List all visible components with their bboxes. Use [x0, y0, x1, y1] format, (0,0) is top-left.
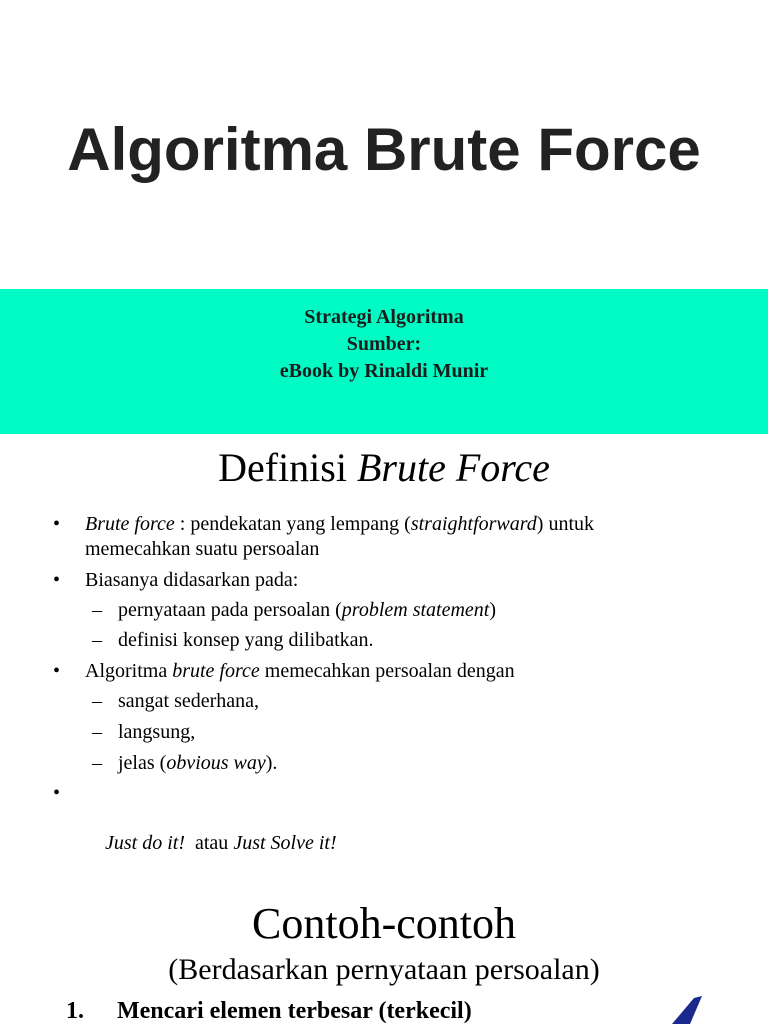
- bullet-icon: •: [53, 782, 61, 804]
- banner-course: Strategi Algoritma: [304, 306, 464, 328]
- definition-title-italic: Brute Force: [356, 445, 550, 490]
- item-text: Mencari elemen terbesar (terkecil): [117, 998, 472, 1024]
- dash-icon: –: [92, 690, 102, 712]
- banner-source: eBook by Rinaldi Munir: [279, 360, 489, 382]
- page-title: Algoritma Brute Force: [67, 116, 701, 183]
- sub-list-item: – sangat sederhana,: [92, 690, 260, 712]
- list-item: • Just do it! atau Just Solve it!: [53, 782, 337, 854]
- definition-title: [0, 444, 768, 492]
- list-item: • Brute force : pendekatan yang lempang (straightforward) untuk memecahkan suatu persoalan: [53, 513, 595, 560]
- dash-icon: –: [92, 629, 102, 651]
- examples-subtitle: (Berdasarkan pernyataan persoalan): [168, 953, 600, 986]
- definition-title-plain: Definisi: [218, 445, 357, 490]
- sub-list-item: – pernyataan pada persoalan (problem statement): [92, 599, 497, 621]
- sub-list-item: – jelas (obvious way).: [92, 752, 278, 774]
- examples-title: Contoh-contoh: [252, 899, 516, 948]
- dash-icon: –: [92, 599, 102, 621]
- list-item: • Algoritma brute force memecahkan persoalan dengan: [53, 660, 515, 682]
- dash-icon: –: [92, 721, 102, 743]
- numbered-item: [66, 996, 472, 1026]
- sub-list-item: – definisi konsep yang dilibatkan.: [92, 629, 374, 651]
- sub-list-item: – langsung,: [92, 721, 196, 743]
- banner-text: [0, 304, 768, 385]
- dash-icon: –: [92, 752, 102, 774]
- bullet-icon: •: [53, 513, 61, 535]
- item-number: 1.: [66, 998, 84, 1024]
- decorative-triangle-icon: [664, 996, 704, 1024]
- bullet-icon: •: [53, 660, 61, 682]
- banner-source-label: Sumber:: [346, 333, 422, 355]
- list-item: • Biasanya didasarkan pada:: [53, 569, 299, 591]
- bullet-icon: •: [53, 569, 61, 591]
